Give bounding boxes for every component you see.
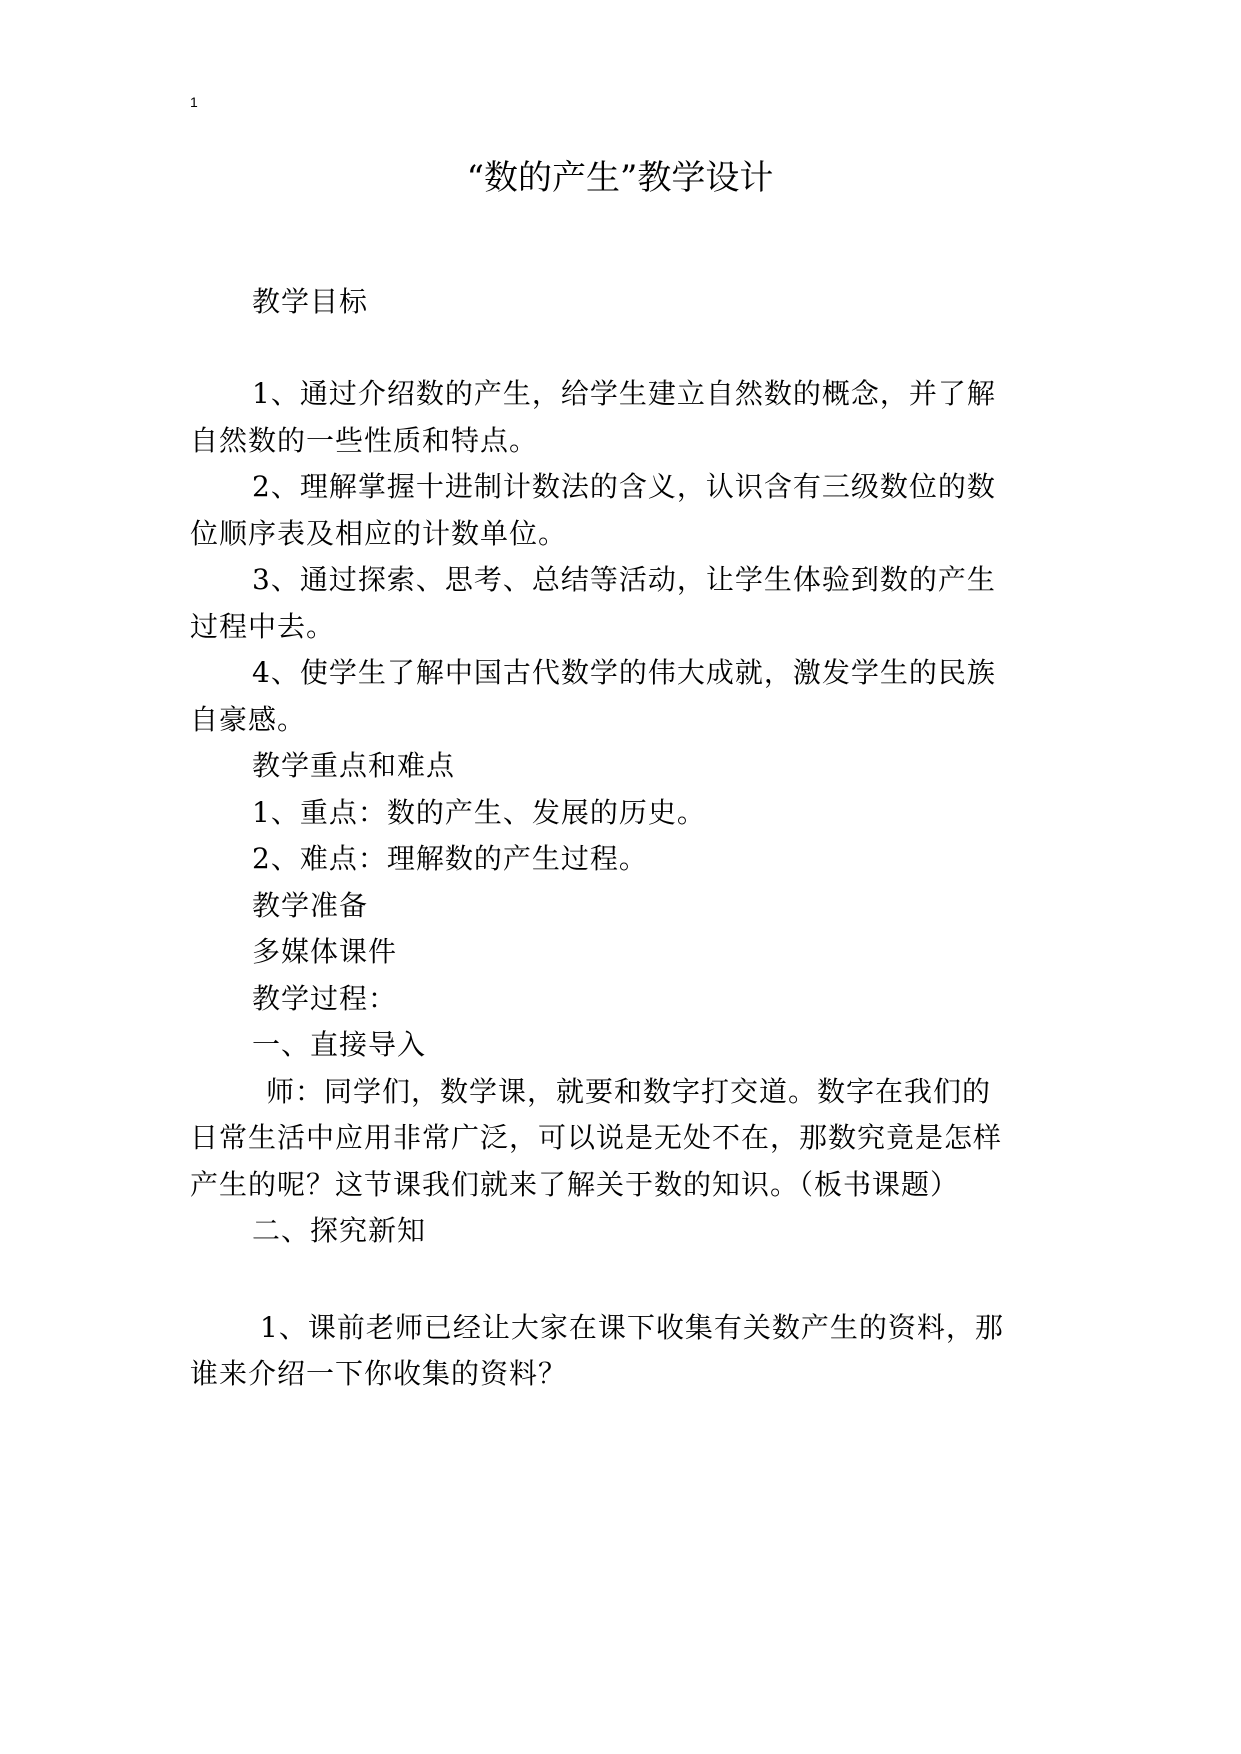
heading-process: 教学过程： xyxy=(252,982,398,1015)
preparation-item: 多媒体课件 xyxy=(252,935,398,968)
teacher-line-3: 产生的呢？这节课我们就来了解关于数的知识。（板书课题） xyxy=(190,1168,960,1201)
goal-4-line-1: 4、使学生了解中国古代数学的伟大成就，激发学生的民族 xyxy=(252,656,996,689)
goal-2-line-1: 2、理解掌握十进制计数法的含义，认识含有三级数位的数 xyxy=(252,470,996,503)
key-point-1: 1、重点：数的产生、发展的历史。 xyxy=(252,796,706,829)
goal-4-line-2: 自豪感。 xyxy=(190,703,307,736)
goal-3-line-2: 过程中去。 xyxy=(190,610,336,643)
teacher-line-1: 师：同学们，数学课，就要和数字打交道。数字在我们的 xyxy=(266,1075,992,1108)
goal-1-line-2: 自然数的一些性质和特点。 xyxy=(190,424,539,457)
heading-key-points: 教学重点和难点 xyxy=(252,749,456,782)
heading-teaching-goals: 教学目标 xyxy=(252,285,369,318)
question-1-line-2: 谁来介绍一下你收集的资料？ xyxy=(190,1357,568,1390)
page-number: 1 xyxy=(190,94,198,110)
document-title: “数的产生”教学设计 xyxy=(466,158,774,198)
key-point-2: 2、难点：理解数的产生过程。 xyxy=(252,842,648,875)
goal-2-line-2: 位顺序表及相应的计数单位。 xyxy=(190,517,568,550)
step-1-heading: 一、直接导入 xyxy=(252,1028,427,1061)
teacher-line-2: 日常生活中应用非常广泛，可以说是无处不在，那数究竟是怎样 xyxy=(190,1121,1003,1154)
step-2-heading: 二、探究新知 xyxy=(252,1214,427,1247)
goal-3-line-1: 3、通过探索、思考、总结等活动，让学生体验到数的产生 xyxy=(252,563,996,596)
heading-preparation: 教学准备 xyxy=(252,889,369,922)
question-1-line-1: 1、课前老师已经让大家在课下收集有关数产生的资料，那 xyxy=(260,1311,1004,1344)
goal-1-line-1: 1、通过介绍数的产生，给学生建立自然数的概念，并了解 xyxy=(252,377,996,410)
